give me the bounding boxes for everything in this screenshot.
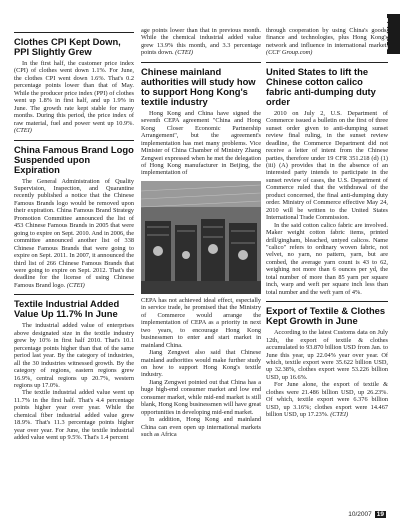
column-3	[266, 27, 388, 419]
divider	[14, 294, 134, 295]
article-paragraph: The General Administration of Quality Supervision, Inspection, and Quarantine recently published a notice that the Chinese Famous Brands logo would be removed upon their expiration. China Famous Brand Strategy Promotion Committee announced the list of 453 Chinese Famous Brands in 2005 that were going to expire on Sept. 2010. And in 2006, the committee announced another list of 338 Chinese Famous Brands that were going to expire on Sept. 2011. In 2007, it announced the third list of 266 Chinese Famous Brands that were going to expire on Sept. 2012. That's the deadline for the license of using Chinese Famous Brand logo. (CTEI)	[14, 177, 134, 289]
page-footer	[348, 511, 386, 518]
column-2	[141, 27, 261, 439]
section-tab-label: TEXTILE	[381, 17, 388, 51]
page-number: 19	[376, 511, 384, 518]
factory-photo-illustration	[141, 181, 261, 294]
headline-export-growth: Export of Textile & Clothes Kept Growth in June	[266, 305, 386, 327]
article-paragraph: In addition, Hong Kong and mainland China can even open up international markets such as Africa	[141, 416, 261, 439]
divider	[14, 140, 134, 141]
article-paragraph: 2010 on July 2, U.S. Department of Commerce issued a bulletin on the first of three sunset order given to anti-dumping sunset review final ruling, in the sunset review deadline, the Commerce Department did not receive a letter of intent from the Chinese parties, therefore under 19 CFR 351.218 (d) (1) (iii) (A) provides that in the absence of an interested party intends to participate in the sunset review of cases, the U.S. Department of Commerce ruled that the withdrawal of the product concerned, the final anti-dumping duty order. Ministry of Commerce effective May 24, 2010 will be written to the United States International Trade Commission.	[266, 109, 388, 222]
article-paragraph: According to the latest Customs data on July 12th, the export of textile & clothes accumulated to 93.870 billion USD from Jan. to June this year, up 22.04% year over year. Of which, textile export were 35.622 billion USD, up 32.38%, clothes export were 53.226 billion USD, up 16.6%.	[266, 329, 388, 381]
issue-date: 10/2007	[348, 511, 372, 518]
divider	[141, 62, 261, 63]
headline-textile-added-value: Textile Industrial Added Value Up 11.7% In June	[14, 298, 120, 320]
section-tab	[381, 14, 400, 54]
article-paragraph: age points lower than that in previous month. While the chemical industrial added value grew 13.9% this month, and 3.3 percentage points down. (CTEI)	[141, 27, 261, 57]
article-paragraph: CEPA has not achieved ideal effect, especially in service trade, he promised that the Ministry of Commerce would arrange the implementation of CEPA as a priority in next two years, to encourage Hong Kong businessmen to enter and start market in mainland China.	[141, 296, 261, 349]
column-1	[14, 27, 134, 442]
divider	[14, 32, 134, 33]
article-paragraph: Jiang Zengwei pointed out that China has a huge high-end consumer market and low end consumer market, while mid-end market is still blank, Hong Kong businessmen will have great opportunities in developing mid-end market.	[141, 378, 261, 416]
textile-factory-photo	[141, 181, 261, 294]
article-paragraph: For June alone, the export of textile & clothes were 21.486 billion USD, up 26.23%. Of which, textile export were 6.376 billion USD, up 3.16%; clothes export were 14.467 billion USD, up 17.23%. (CTEI)	[266, 381, 388, 419]
article-paragraph: The industrial added value of enterprises above designated size in the textile industry grew by 10% in first half 2010. That's 10.1 percentage points higher than that of the same period last year. By the category of industries, all the 30 industries witnessed growth. By the category of regions, eastern regions grew 16.9%, central regions up 20.7%, western regions up 17.0%.	[14, 322, 134, 389]
article-paragraph: In the first half, the customer price index (CPI) of clothes went down 1.1%. For June, the clothes CPI went down 1.6%. That's 0.2 percentage points lower than that of May. While the producer price index (PPI) of clothes went up 1.8% in first half, and up 1.9% in June. The growth rate kept stable for many months. During this period, the price index of raw material, fuel and power went up 10.9%. (CTEI)	[14, 60, 134, 135]
article-paragraph: The textile industrial added value went up 11.7% in the first half. That's 4.4 percentage points higher year over year. While the chemical fiber industrial added value grew 18.9%. That's 11.3 percentage points higher year over year. For June, the textile industrial added value went up 9.5%. That's 1.4 percent	[14, 389, 134, 442]
headline-us-anti-dumping: United States to lift the Chinese cotton calico fabric anti-dumping duty order	[266, 65, 376, 107]
headline-clothes-cpi: Clothes CPI Kept Down, PPI Slightly Grew	[14, 36, 121, 57]
divider	[266, 62, 388, 63]
article-paragraph: Hong Kong and China have signed the seventh CEPA agreement "China and Hong Kong Closer Economic Partnership Arrangement", but the agreement's implementation has met many problems. Vice Minister of China Chamber of Ministry Zhang Zengwei expressed when he met the delegation of Hong Kong manufacturer in Beijing, the implementation of	[141, 109, 261, 177]
headline-hong-kong-textile: Chinese mainland authorities will study how to support Hong Kong's textile industry	[141, 65, 256, 107]
divider	[266, 301, 388, 302]
article-paragraph: Jiang Zengwei also said that Chinese mainland authorities would make further study on how to support Hong Kong's textile industry.	[141, 349, 261, 379]
headline-famous-brand: China Famous Brand Logo Suspended upon Expiration	[14, 143, 134, 175]
article-paragraph: through cooperation by using China's goods, finance and technologies, plus Hong Kong's network and influence in international market. (CCF Group.com)	[266, 27, 388, 57]
article-paragraph: In the said cotton calico fabric are involved. Maker weight cotton fabric items, printed drill/gingham, bleached, untyed calicos. Name "calico" refers to ordinary woven fabric, not velvet, no yarn, no pattern, yarn, but are combed, the average yarn count is 43 to 62, weighing not more than 6 ounces per yd, the total number of more than 85 yarn per square inch, warp and weft per square inch less than total number and the weft yarn of 4%.	[266, 221, 388, 296]
